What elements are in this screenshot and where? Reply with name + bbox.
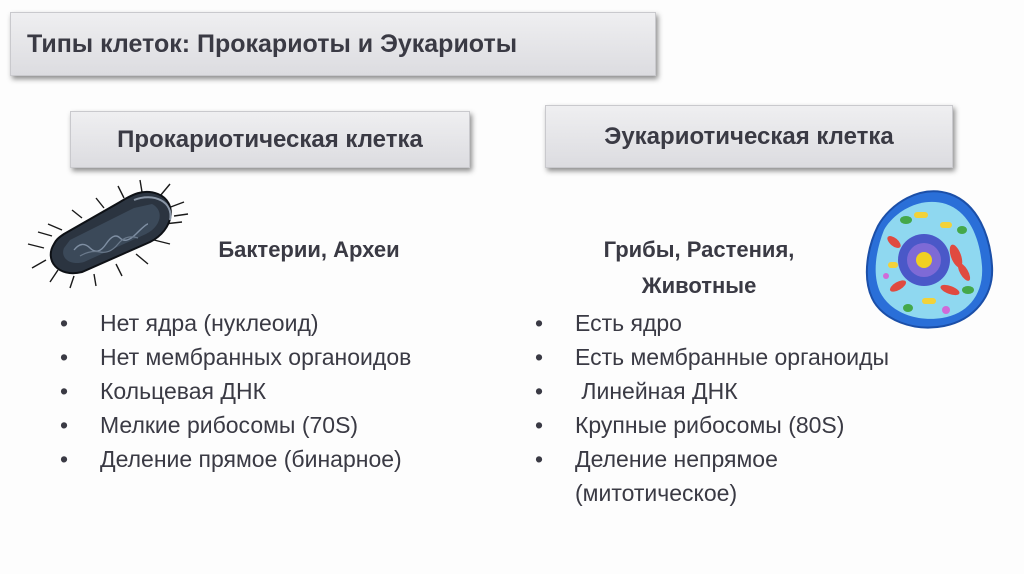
list-item: • Нет ядра (нуклеоид) (60, 306, 520, 340)
eukaryote-examples-line1: Грибы, Растения, (603, 237, 795, 262)
list-item: • Мелкие рибосомы (70S) (60, 408, 520, 442)
eukaryote-header: Эукариотическая клетка (545, 105, 953, 168)
slide-title: Типы клеток: Прокариоты и Эукариоты (10, 12, 656, 76)
eukaryote-examples (560, 232, 838, 304)
list-item: • Кольцевая ДНК (60, 374, 520, 408)
list-item: • Есть ядро (535, 306, 975, 340)
prokaryote-examples: Бактерии, Археи (218, 237, 400, 262)
list-item-line: Деление непрямое (575, 446, 778, 472)
bacterium-illustration (24, 178, 192, 290)
list-item: • Крупные рибосомы (80S) (535, 408, 975, 442)
list-item: • Есть мембранные органоиды (535, 340, 975, 374)
list-item (535, 442, 975, 510)
list-item: • Деление прямое (бинарное) (60, 442, 520, 476)
prokaryote-features (60, 306, 520, 476)
list-item: • Линейная ДНК (535, 374, 975, 408)
list-item: • Нет мембранных органоидов (60, 340, 520, 374)
eukaryote-examples-line2: Животные (641, 273, 757, 298)
prokaryote-header: Прокариотическая клетка (70, 111, 470, 168)
list-item-line: (митотическое) (575, 480, 738, 506)
eukaryote-features (535, 306, 975, 510)
